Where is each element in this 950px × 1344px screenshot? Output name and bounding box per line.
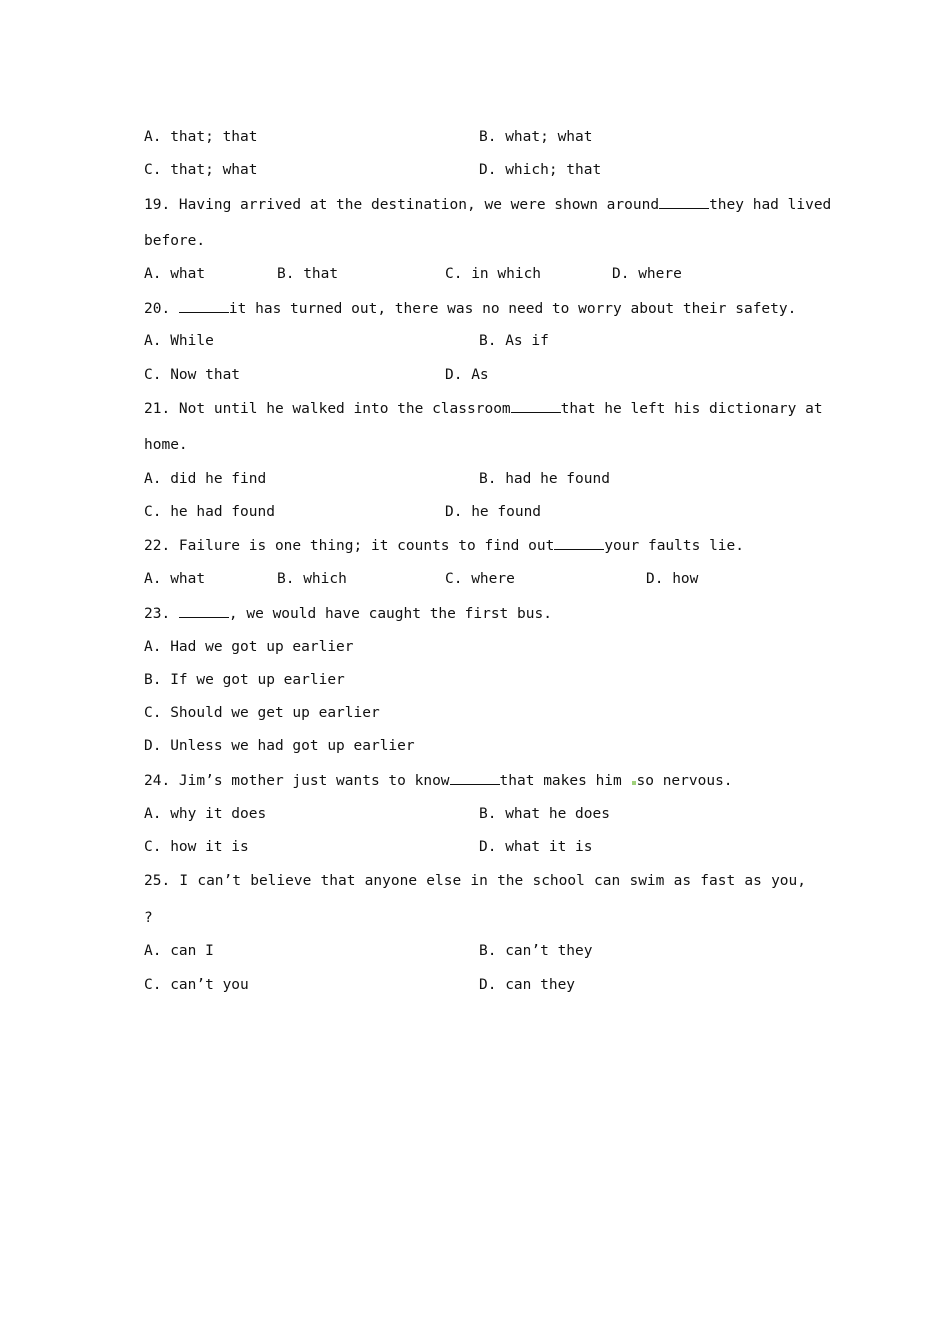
q22-stem-start: 22. Failure is one thing; it counts to find out bbox=[144, 538, 555, 554]
q24-option-b: B. what he does bbox=[479, 806, 610, 822]
q24-option-a: A. why it does bbox=[144, 806, 267, 822]
q20-option-b: B. As if bbox=[479, 333, 549, 349]
q19-stem-continued: before. bbox=[144, 233, 206, 249]
speck-mark bbox=[632, 781, 636, 785]
q22-stem-end: your faults lie. bbox=[604, 538, 744, 554]
q25-option-b: B. can’t they bbox=[479, 943, 593, 959]
q22-option-b: B. which bbox=[277, 571, 347, 587]
q21-stem-start: 21. Not until he walked into the classroom bbox=[144, 401, 511, 417]
q18-option-d: D. which; that bbox=[479, 162, 602, 178]
q22-option-c: C. where bbox=[445, 571, 515, 587]
q25-stem-continued: ? bbox=[144, 910, 153, 926]
q21-option-c: C. he had found bbox=[144, 504, 275, 520]
q22-option-d: D. how bbox=[646, 571, 699, 587]
q23-stem bbox=[144, 603, 552, 624]
q21-option-a: A. did he find bbox=[144, 471, 267, 487]
q18-option-b: B. what; what bbox=[479, 129, 593, 145]
answer-blank bbox=[450, 770, 500, 785]
answer-blank bbox=[554, 535, 604, 550]
q20-option-c: C. Now that bbox=[144, 367, 241, 383]
q24-stem bbox=[144, 770, 733, 791]
q25-option-c: C. can’t you bbox=[144, 977, 249, 993]
q20-option-d: D. As bbox=[445, 367, 489, 383]
q18-option-c: C. that; what bbox=[144, 162, 258, 178]
q23-option-c: C. Should we get up earlier bbox=[144, 705, 380, 721]
q19-option-b: B. that bbox=[277, 266, 339, 282]
answer-blank bbox=[179, 603, 229, 618]
answer-blank bbox=[659, 194, 709, 209]
q20-stem-end: it has turned out, there was no need to worry about their safety. bbox=[228, 301, 797, 317]
q24-stem-mid: that makes him bbox=[499, 773, 622, 789]
answer-blank bbox=[511, 398, 561, 413]
q21-option-d: D. he found bbox=[445, 504, 542, 520]
q23-option-d: D. Unless we had got up earlier bbox=[144, 738, 415, 754]
q23-option-b: B. If we got up earlier bbox=[144, 672, 345, 688]
q22-stem bbox=[144, 535, 744, 556]
q19-stem-start: 19. Having arrived at the destination, we were shown around bbox=[144, 197, 660, 213]
q23-option-a: A. Had we got up earlier bbox=[144, 639, 354, 655]
answer-blank bbox=[179, 298, 229, 313]
q19-option-c: C. in which bbox=[445, 266, 542, 282]
q21-stem-continued: home. bbox=[144, 437, 188, 453]
q19-stem bbox=[144, 194, 831, 215]
q24-option-c: C. how it is bbox=[144, 839, 249, 855]
q20-stem bbox=[144, 298, 796, 319]
q19-stem-end: they had lived bbox=[709, 197, 832, 213]
q20-option-a: A. While bbox=[144, 333, 214, 349]
q23-stem-end: , we would have caught the first bus. bbox=[228, 606, 552, 622]
q25-option-d: D. can they bbox=[479, 977, 576, 993]
q18-option-a: A. that; that bbox=[144, 129, 258, 145]
q19-option-d: D. where bbox=[612, 266, 682, 282]
q20-stem-start: 20. bbox=[144, 301, 179, 317]
q24-stem-end: so nervous. bbox=[636, 773, 733, 789]
q25-stem: 25. I can’t believe that anyone else in the school can swim as fast as you, bbox=[144, 873, 806, 889]
q21-option-b: B. had he found bbox=[479, 471, 610, 487]
q22-option-a: A. what bbox=[144, 571, 206, 587]
q21-stem-end: that he left his dictionary at bbox=[560, 401, 823, 417]
q24-stem-start: 24. Jim’s mother just wants to know bbox=[144, 773, 450, 789]
q24-option-d: D. what it is bbox=[479, 839, 593, 855]
q21-stem bbox=[144, 398, 823, 419]
q19-option-a: A. what bbox=[144, 266, 206, 282]
q23-stem-start: 23. bbox=[144, 606, 179, 622]
q25-option-a: A. can I bbox=[144, 943, 214, 959]
